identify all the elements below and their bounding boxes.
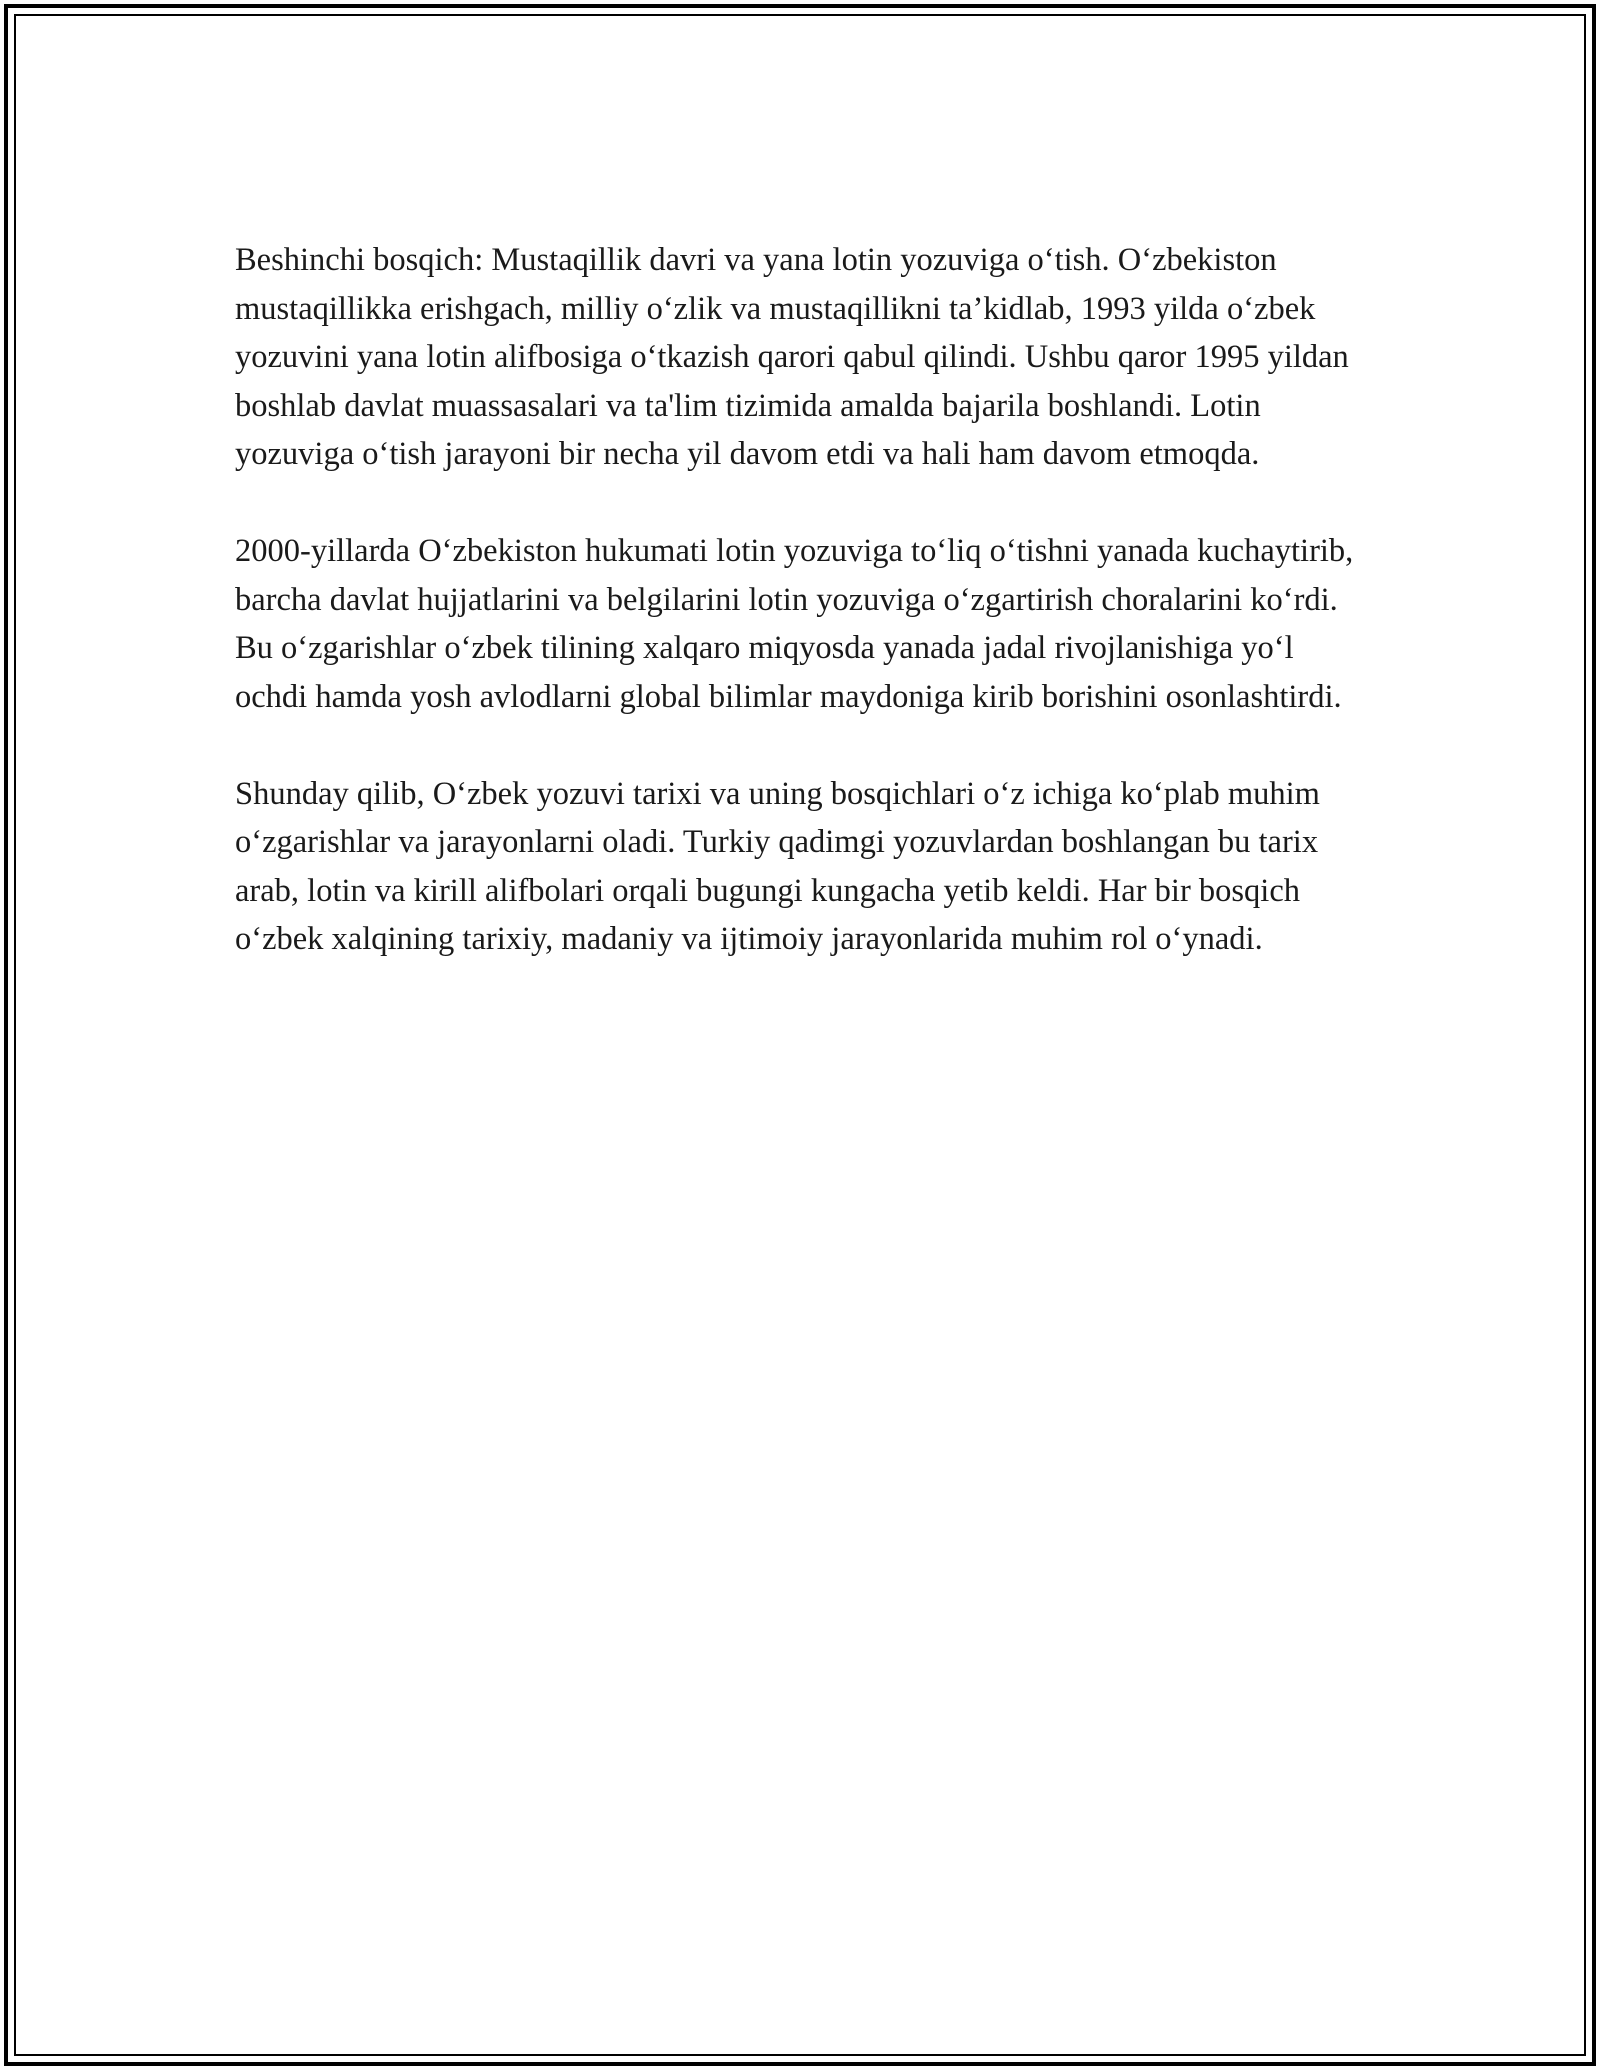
paragraph-independence-period: Beshinchi bosqich: Mustaqillik davri va yana lotin yozuviga o‘tish. O‘zbekiston mustaqillikka erishgach, milliy o‘zlik va mustaqillikni ta’kidlab, 1993 yilda o‘zbek yozuvini yana lotin alifbosiga o‘tkazish qarori qabul qilindi. Ushbu qaror 1995 yildan boshlab davlat muassasalari va ta'lim tizimida amalda bajarila boshlandi. Lotin yozuviga o‘tish jarayoni bir necha yil davom etdi va hali ham davom etmoqda. xyxy=(235,242,1349,472)
document-body xyxy=(235,236,1365,1012)
paragraph-conclusion: Shunday qilib, O‘zbek yozuvi tarixi va uning bosqichlari o‘z ichiga ko‘plab muhim o‘zgarishlar va jarayonlarni oladi. Turkiy qadimgi yozuvlardan boshlangan bu tarix arab, lotin va kirill alifbolari orqali bugungi kungacha yetib keldi. Har bir bosqich o‘zbek xalqining tarixiy, madaniy va ijtimoiy jarayonlarida muhim rol o‘ynadi. xyxy=(235,775,1320,957)
paragraph-2000s-transition: 2000-yillarda O‘zbekiston hukumati lotin yozuviga to‘liq o‘tishni yanada kuchaytirib, barcha davlat hujjatlarini va belgilarini lotin yozuviga o‘zgartirish choralarini ko‘rdi. Bu o‘zgarishlar o‘zbek tilining xalqaro miqyosda yanada jadal rivojlanishiga yo‘l ochdi hamda yosh avlodlarni global bilimlar maydoniga kirib borishini osonlashtirdi. xyxy=(235,533,1354,715)
